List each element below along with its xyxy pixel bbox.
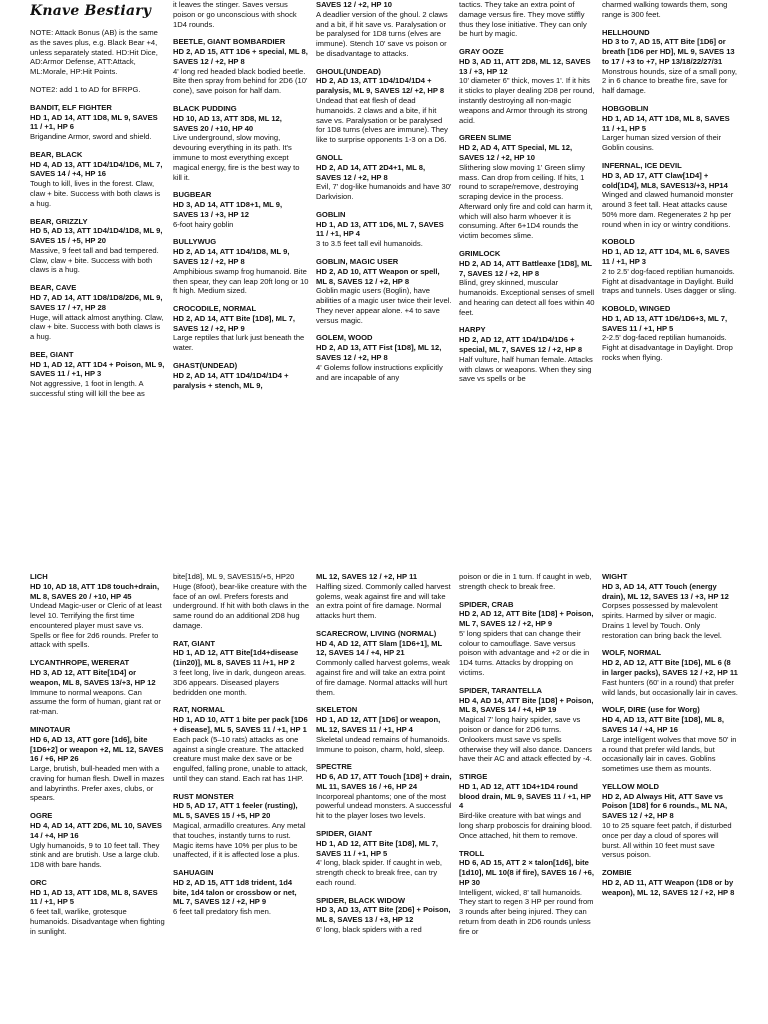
continued-text: it leaves the stinger. Saves versus poison or go unconscious with shock 1D4 rounds. [173, 0, 297, 29]
monster-name: INFERNAL, ICE DEVIL [602, 160, 682, 170]
monster-entry [459, 686, 595, 764]
monster-entry [173, 705, 309, 783]
monster-stats: HD 2, AD 14, ATT 1D4/1D8, ML 9, SAVES 12 / +2, HP 8 [173, 247, 290, 266]
monster-entry [602, 237, 738, 296]
monster-stats: HD 3, AD 13, ATT Bite [2D6] + Poison, ML 8, SAVES 13 / +3, HP 12 [316, 905, 451, 925]
monster-entry [459, 133, 595, 241]
monster-stats: HD 3, AD 14, ATT 1D8+1, ML 9, SAVES 13 / +3, HP 12 [173, 200, 283, 219]
monster-name: BEAR, GRIZZLY [30, 216, 88, 226]
monster-entry [173, 639, 309, 698]
monster-description: Commonly called harvest golems, weak against fire and will take an extra point of fire damage. Normal attacks will hurt them. [316, 658, 450, 697]
continued-stats: ML 12, SAVES 12 / +2, HP 11 [316, 572, 418, 581]
monster-entry [30, 811, 166, 870]
monster-name: WIGHT [602, 572, 628, 581]
monster-entry [459, 600, 595, 678]
monster-stats: HD 4, AD 12, ATT Slam [1D6+1], ML 12, SAVES 14 / +4, HP 21 [316, 638, 442, 658]
monster-entry [30, 283, 166, 342]
monster-stats: HD 2, AD 14, ATT Bite [1D8], ML 7, SAVES 12 / +2, HP 9 [173, 313, 295, 333]
monster-stats: HD 2, AD 14, ATT Battleaxe [1D8], ML 7, SAVES 12 / +2, HP 8 [459, 258, 592, 278]
column-3 [316, 0, 452, 540]
monster-name: STIRGE [459, 772, 488, 782]
monster-name: GRIMLOCK [459, 248, 501, 258]
monster-description: Magical 7' long hairy spider, save vs poison or dance for 2D6 turns. Onlookers must save vs spells otherwise they will also dance. Dancers have their AC and attack effected by -4. [459, 715, 592, 764]
monster-description: Goblin magic users (Boglin), have abilities of a magic user twice their level. They never appear alone. +4 to save versus magic. [316, 286, 452, 325]
monster-name: ZOMBIE [602, 868, 632, 878]
monster-description: Undead that eat flesh of dead humanoids. 2 claws and a bite, if hit save vs. Paralysation or be paralysed for 1D8 turns (elves are immune). They like to surprise opponents 1-3 on a D6. [316, 96, 448, 145]
monster-stats: HD 3, AD 14, ATT Touch (energy drain), ML 12, SAVES 13 / +3, HP 12 [602, 581, 729, 601]
monster-description: Winged and clawed humanoid monster around 3 feet tall. Heat attacks cause 50% more dam. Regenerates 2 hp per round when in icy or wintry conditions. [602, 190, 734, 229]
monster-name: RAT, GIANT [173, 638, 216, 648]
monster-name: RUST MONSTER [173, 791, 234, 801]
monster-stats: HD 2, AD 12, ATT Bite [1D6], ML 6 (8 in larger packs), SAVES 12 / +2, HP 11 [602, 658, 738, 678]
monster-description: Each pack (5–10 rats) attacks as one against a single creature. The attacked creature must make dex save or be engulfed, falling prone, unable to attack, until they can stand. Each rat has 1HP. [173, 734, 308, 783]
monster-name: GOBLIN, MAGIC USER [316, 256, 399, 266]
monster-description: Huge, will attack almost anything. Claw, claw + bite. Success with both claws is a hug. [30, 312, 164, 342]
note-1: NOTE: Attack Bonus (AB) is the same as the saves plus, e.g. Black Bear +4, unless separately stated. HD:Hit Dice, AD:Armor Defense, ATT:Attack, ML:Morale, HP:Hit Points. [30, 28, 158, 77]
monster-description: Slithering slow moving 1' Green slimy mass. Can drop from ceiling. If hits, 1 round to scrape/remove, destroying scraping device in the process. Afterward only fire and cold can harm it, which will also harm whoever it is consuming. After 6+1D4 rounds the victim becomes slime. [459, 162, 593, 241]
monster-stats: HD 3, AD 11, ATT 2D8, ML 12, SAVES 13 / +3, HP 12 [459, 56, 591, 76]
monster-description: Large reptiles that lurk just beneath the water. [173, 333, 305, 353]
monster-description: 2 to 2.5' dog-faced reptilian humanoids. Fight at disadvantage in Daylight. Build traps and tunnels. Uses dagger or sling. [602, 266, 737, 296]
monster-name: BUGBEAR [173, 190, 212, 200]
monster-entry [459, 772, 595, 840]
continued-text: bite[1d8], ML 9, SAVES15/+5, HP20 Huge (8foot), bear-like creature with the face of an owl. Prefers forests and underground. If hit with both claws in the same round do an additional 2D8 hug damage. [173, 572, 309, 630]
monster-entry [602, 868, 738, 897]
monster-stats: HD 2, AD 13, ATT 1D4/1D4/1D4 + paralysis, ML 9, SAVES 12/ +2, HP 8 [316, 76, 445, 96]
monster-description: Incorporeal phantoms; one of the most powerful undead monsters. A successful hit to the player loses two levels. [316, 791, 452, 821]
monster-stats: HD 1, AD 12, ATT 1D4, ML 6, SAVES 11 / +1, HP 3 [602, 247, 730, 266]
monster-stats: HD 1, AD 12, ATT Bite [1D8], ML 7, SAVES 11 / +1, HP 5 [316, 838, 438, 858]
continued-entry [316, 0, 452, 59]
monster-stats: HD 1, AD 13, ATT 1D6/1D6+3, ML 7, SAVES 11 / +1, HP 5 [602, 313, 728, 333]
monster-entry [316, 210, 452, 249]
monster-entry [173, 304, 309, 353]
monster-name: GHOUL(UNDEAD) [316, 66, 381, 76]
monster-description: Skeletal undead remains of humanoids. Immune to poison, charm, hold, sleep. [316, 734, 450, 754]
monster-name: OGRE [30, 811, 53, 821]
monster-description: 5' long spiders that can change their colour to camouflage. Save versus poison with advantage and +2 or die in 1D4 turns. Attacks by dropping on victims. [459, 628, 590, 678]
monster-name: BEAR, BLACK [30, 149, 83, 159]
monster-stats: HD 4, AD 14, ATT 2D6, ML 10, SAVES 14 / +4, HP 16 [30, 820, 162, 840]
continued-text: Halfling sized. Commonly called harvest golems, weak against fire and will take an extra point of fire damage. Normal attacks hurt them. [316, 581, 451, 621]
monster-name: GOLEM, WOOD [316, 333, 373, 343]
monster-entry [316, 67, 452, 145]
monster-name: WOLF, DIRE (use for Worg) [602, 705, 700, 715]
monster-entry [30, 103, 166, 142]
monster-description: Immune to normal weapons. Can assume the form of human, giant rat or rat-man. [30, 687, 161, 717]
monster-stats: HD 2, AD 12, ATT 1D4/1D4/1D6 + special, ML 7, SAVES 12 / +2, HP 8 [459, 335, 583, 354]
monster-description: Undead Magic-user or Cleric of at least level 10. Terrifying the first time encountered player must save vs. Spells or flee for 2d6 rounds. Prefer to attack with spells. [30, 601, 162, 650]
monster-description: Tough to kill, lives in the forest. Claw, claw + bite. Success with both claws is a hug. [30, 179, 161, 208]
monster-entry [173, 237, 309, 296]
monster-description: 4' Golems follow instructions explicitly and are incapable of any [316, 362, 443, 382]
monster-description: Ugly humanoids, 9 to 10 feet tall. They stink and are brutish. Use a large club. 1D8 with bare hands. [30, 840, 160, 870]
monster-description: Large, brutish, bull-headed men with a craving for human flesh. Dwell in mazes and labyrinths. Prefer axes, clubs, or spears. [30, 764, 165, 803]
monster-name: BANDIT, ELF FIGHTER [30, 102, 112, 112]
monster-entry [173, 361, 309, 390]
monster-entry [30, 658, 166, 717]
monster-description: Brigandine Armor, sword and shield. [30, 132, 152, 142]
monster-name: SPECTRE [316, 762, 352, 772]
monster-name: BEAR, CAVE [30, 283, 77, 293]
monster-name: SPIDER, TARANTELLA [459, 685, 542, 695]
monster-entry [316, 762, 452, 821]
document-title: Knave Bestiary [30, 3, 152, 19]
monster-name: SPIDER, GIANT [316, 828, 373, 838]
monster-entry [316, 829, 452, 888]
monster-stats: HD 2, AD 12, ATT Bite [1D8] + Poison, ML 7, SAVES 12 / +2, HP 9 [459, 609, 594, 629]
monster-description: Large intelligent wolves that move 50' in a round that prefer wild lands, but occasionally lair in caves. Goblins sometimes use them as mounts. [602, 734, 737, 774]
monster-stats: HD 6, AD 15, ATT 2 × talon[1d6], bite [1d10], ML 10(8 if fire), SAVES 16 / +6, HP 30 [459, 858, 594, 887]
monster-stats: HD 6, AD 13, ATT gore [1d6], bite [1D6+2] or weapon +2, ML 12, SAVES 16 / +6, HP 26 [30, 734, 164, 764]
monster-entry [173, 37, 309, 96]
column-1 [30, 572, 166, 1024]
monster-name: TROLL [459, 848, 485, 858]
monster-name: GHAST(UNDEAD) [173, 361, 238, 370]
monster-entry [316, 333, 452, 382]
column-3 [316, 572, 452, 1024]
monster-description: Amphibious swamp frog humanoid. Bite then spear, they can leap 20ft long or 10 ft high. Medium sized. [173, 266, 309, 296]
monster-entry [459, 249, 595, 317]
monster-entry [316, 705, 452, 754]
monster-stats: HD 1, AD 14, ATT 1D8, ML 9, SAVES 11 / +1, HP 6 [30, 112, 158, 132]
monster-description: Not aggressive, 1 foot in length. A successful sting will kill the bee as [30, 379, 145, 399]
monster-name: SAHUAGIN [173, 868, 214, 878]
monster-name: YELLOW MOLD [602, 781, 659, 791]
monster-name: SPIDER, CRAB [459, 599, 514, 609]
monster-stats: HD 1, AD 13, ATT 1D6, ML 7, SAVES 11 / +1, HP 4 [316, 219, 444, 239]
monster-stats: HD 2, AD 14, ATT 1D4/1D4/1D4 + paralysis + stench, ML 9, [173, 370, 289, 390]
monster-name: KOBOLD [602, 237, 635, 247]
monster-entry [173, 104, 309, 182]
monster-stats: HD 2, AD 14, ATT 2D4+1, ML 8, SAVES 12 / +2, HP 8 [316, 162, 426, 182]
monster-name: RAT, NORMAL [173, 705, 225, 715]
bottom-band [0, 572, 768, 1024]
monster-stats: HD 3 to 7, AD 15, ATT Bite [1D6] or breath [1D6 per HD], ML 9, SAVES 13 to 17 / +3 to +7, HP 13/18/22/27/31 [602, 37, 735, 66]
monster-entry [602, 648, 738, 697]
monster-name: BEETLE, GIANT BOMBARDIER [173, 37, 286, 47]
monster-stats: HD 4, AD 13, ATT 1D4/1D4/1D6, ML 7, SAVES 14 / +4, HP 16 [30, 159, 163, 179]
continued-text: tactics. They take an extra point of damage versus fire. They move stiffly thus they lose initiative. They can only be hurt by magic. [459, 0, 587, 39]
monster-stats: HD 1, AD 12, ATT Bite[1d4+disease (1in20)], ML 8, SAVES 11 /+1, HP 2 [173, 648, 299, 668]
monster-entry [316, 629, 452, 697]
monster-name: SPIDER, BLACK WIDOW [316, 895, 406, 905]
monster-name: ORC [30, 877, 47, 887]
monster-stats: HD 5, AD 17, ATT 1 feeler (rusting), ML 5, SAVES 15 / +5, HP 20 [173, 801, 298, 821]
monster-entry [459, 325, 595, 384]
monster-name: HARPY [459, 325, 486, 335]
monster-stats: HD 4, AD 14, ATT Bite [1D8] + Poison, ML 8, SAVES 14 / +4, HP 19 [459, 695, 594, 715]
monster-description: 6' long, black spiders with a red [316, 925, 422, 934]
monster-entry [602, 705, 738, 773]
note-2: NOTE2: add 1 to AD for BFRPG. [30, 84, 141, 94]
monster-description: Intelligent, wicked, 8' tall humanoids. They start to regen 3 HP per round from 3 rounds after being injured. They can return from death in 2D6 rounds unless fire or [459, 887, 594, 936]
monster-name: SKELETON [316, 705, 358, 715]
monster-stats: HD 1, AD 13, ATT 1D8, ML 8, SAVES 11 / +1, HP 5 [30, 887, 158, 907]
monster-description: Evil, 7' dog-like humanoids and have 30' Darkvision. [316, 182, 452, 202]
continued-text: poison or die in 1 turn. If caught in web, strength check to break free. [459, 572, 592, 591]
monster-entry [173, 190, 309, 229]
continued-text: A deadlier version of the ghoul. 2 claws and a bit, if hit save vs. Paralysation or be paralysed for 1D8 turns (elves are immune). Stench 10' save vs poison or be disadvantage to attacks. [316, 9, 448, 58]
monster-entry [602, 104, 738, 153]
monster-entry [459, 849, 595, 937]
monster-description: Massive, 9 feet tall and bad tempered. Claw, claw + bite. Success with both claws is a hug. [30, 245, 159, 275]
monster-name: HOBGOBLIN [602, 104, 649, 114]
monster-name: BULLYWUG [173, 237, 217, 247]
monster-name: GOBLIN [316, 209, 346, 219]
monster-description: 4' long red headed black bodied beetle. Bite then spray from behind for 2D6 (10' cone), save poison for half dam. [173, 66, 308, 96]
monster-entry [602, 304, 738, 363]
column-5 [602, 0, 738, 540]
monster-entry [30, 150, 166, 209]
monster-description: Corpses possessed by malevolent spirits. Harmed by silver or magic. Drains 1 level by Touch. Only restoration can bring back the level. [602, 601, 722, 640]
monster-stats: HD 2, AD 4, ATT Special, ML 12, SAVES 12 / +2, HP 10 [459, 143, 573, 162]
monster-stats: HD 7, AD 14, ATT 1D8/1D8/2D6, ML 9, SAVES 17 / +7, HP 28 [30, 293, 163, 312]
monster-entry [602, 572, 738, 640]
monster-name: BLACK PUDDING [173, 104, 237, 114]
column-1 [30, 0, 166, 540]
monster-entry [316, 257, 452, 325]
monster-stats: HD 1, AD 12, ATT 1D4+1D4 round blood drain, ML 9, SAVES 11 / +1, HP 4 [459, 781, 591, 811]
monster-entry [173, 792, 309, 860]
monster-description: Monstrous hounds, size of a small pony, 2 in 6 chance to breathe fire, save for half damage. [602, 66, 737, 96]
monster-stats: HD 6, AD 17, ATT Touch [1D8] + drain, ML 11, SAVES 16 / +6, HP 24 [316, 772, 452, 791]
monster-stats: HD 1, AD 10, ATT 1 bite per pack [1D6 + disease], ML 5, SAVES 11 / +1, HP 1 [173, 715, 308, 734]
monster-name: GRAY OOZE [459, 47, 504, 57]
column-2 [173, 0, 309, 540]
monster-description: 10' diameter 6" thick, moves 1'. If it hits it sticks to player dealing 2D8 per round, instantly destroying all non-magic weapons and Armor through its strong acid. [459, 76, 595, 125]
monster-description: 10 to 25 square feet patch, if disturbed once per day a cloud of spores will burst. All within 10 feet must save versus poison. [602, 820, 732, 860]
continued-text: charmed walking towards them, song range is 300 feet. [602, 0, 728, 19]
monster-entry [602, 782, 738, 860]
monster-stats: HD 2, AD 15, ATT 1d8 trident, 1d4 bite, 1d4 talon or crossbow or net, ML 7, SAVES 12 / +2, HP 9 [173, 877, 297, 907]
monster-name: GREEN SLIME [459, 133, 512, 143]
monster-name: KOBOLD, WINGED [602, 304, 671, 314]
monster-description: Live underground, slow moving, devouring everything in its path. It's immune to most everything except magical energy, fire is the best way to kill it. [173, 133, 300, 182]
monster-stats: HD 4, AD 13, ATT Bite [1D8], ML 8, SAVES 14 / +4, HP 16 [602, 715, 724, 734]
monster-entry [30, 350, 166, 399]
monster-stats: HD 3, AD 17, ATT Claw[1D4] + cold[1D4], ML8, SAVES13/+3, HP14 [602, 170, 728, 190]
monster-name: GNOLL [316, 152, 343, 162]
monster-entry [459, 47, 595, 125]
monster-name: BEE, GIANT [30, 349, 74, 359]
monster-entry [30, 725, 166, 803]
monster-entry [30, 878, 166, 937]
monster-entry [316, 896, 452, 935]
monster-description: 6 feet tall, warlike, grotesque humanoids. Disadvantage when fighting in sunlight. [30, 907, 165, 936]
monster-stats: HD 3, AD 12, ATT Bite[1D4] or weapon, ML 8, SAVES 13/+3, HP 12 [30, 668, 156, 687]
continued-stats: SAVES 12 / +2, HP 10 [316, 0, 392, 9]
monster-description: 3 feet long, live in dark, dungeon areas. 3D6 appears. Diseased players bedridden one month. [173, 668, 306, 697]
monster-entry [602, 161, 738, 229]
column-5 [602, 572, 738, 1024]
monster-stats: HD 10, AD 18, ATT 1D8 touch+drain, ML 8, SAVES 20 / +10, HP 45 [30, 581, 160, 601]
monster-name: HELLHOUND [602, 27, 650, 37]
monster-description: 6-foot hairy goblin [173, 219, 234, 229]
monster-stats: HD 10, AD 13, ATT 3D8, ML 12, SAVES 20 / +10, HP 40 [173, 113, 282, 133]
monster-name: MINOTAUR [30, 724, 71, 734]
monster-description: 2-2.5' dog-faced reptilian humanoids. Fight at disadvantage in Daylight. Drop rocks when flying. [602, 333, 733, 362]
monster-stats: HD 2, AD 10, ATT Weapon or spell, ML 8, SAVES 12 / +2, HP 8 [316, 266, 440, 286]
column-2 [173, 572, 309, 1024]
monster-entry [602, 28, 738, 96]
monster-description: Magical, armadillo creatures. Any metal that touches, instantly turns to rust. Magic items have 10% per plus to be unaffected, if it is affected lose a plus. [173, 820, 306, 860]
monster-stats: HD 2, AD 13, ATT Fist [1D8], ML 12, SAVES 12 / +2, HP 8 [316, 343, 442, 362]
monster-stats: HD 1, AD 12, ATT 1D4 + Poison, ML 9, SAVES 11 / +1, HP 3 [30, 359, 165, 379]
monster-name: LICH [30, 572, 48, 581]
monster-name: CROCODILE, NORMAL [173, 304, 257, 314]
monster-name: SCARECROW, LIVING (NORMAL) [316, 628, 437, 638]
monster-stats: HD 2, AD Always Hit, ATT Save vs Poison [1D8] for 6 rounds., ML NA, SAVES 12 / +2, HP 8 [602, 791, 728, 821]
column-4 [459, 572, 595, 1024]
monster-description: Fast hunters (60' in a round) that prefer wild lands, but occasionally lair in caves. [602, 677, 738, 697]
monster-name: LYCANTHROPE, WERERAT [30, 658, 130, 668]
monster-entry [173, 868, 309, 917]
monster-entry [316, 153, 452, 202]
monster-entry [30, 217, 166, 276]
column-4 [459, 0, 595, 540]
monster-stats: HD 5, AD 13, ATT 1D4/1D4/1D8, ML 9, SAVES 15 / +5, HP 20 [30, 226, 163, 246]
continued-entry [316, 572, 452, 621]
monster-stats: HD 1, AD 14, ATT 1D8, ML 8, SAVES 11 / +1, HP 5 [602, 113, 730, 133]
monster-stats: HD 2, AD 11, ATT Weapon (1D8 or by weapon), ML 12, SAVES 12 / +2, HP 8 [602, 877, 735, 897]
monster-description: Larger human sized version of their Goblin cousins. [602, 133, 722, 153]
monster-description: 3 to 3.5 feet tall evil humanoids. [316, 239, 423, 249]
monster-stats: HD 1, AD 12, ATT [1D6] or weapon, ML 12, SAVES 11 / +1, HP 4 [316, 715, 441, 734]
monster-entry [30, 572, 166, 650]
monster-stats: HD 2, AD 15, ATT 1D6 + special, ML 8, SAVES 12 / +2, HP 8 [173, 47, 308, 66]
monster-description: Half vulture, half human female. Attacks with claws or weapons. When they sing save vs spells or be [459, 354, 593, 384]
monster-description: Blind, grey skinned, muscular humanoids. Exceptional senses of smell and hearing can detect all foes within 40 feet. [459, 278, 595, 317]
monster-description: 4' long, black spider. If caught in web, strength check to break free, can try each round. [316, 858, 442, 887]
monster-description: 6 feet tall predatory fish men. [173, 907, 271, 917]
monster-description: Bird-like creature with bat wings and long sharp proboscis for draining blood. Once attached, hit them to remove. [459, 811, 592, 840]
monster-name: WOLF, NORMAL [602, 648, 662, 658]
